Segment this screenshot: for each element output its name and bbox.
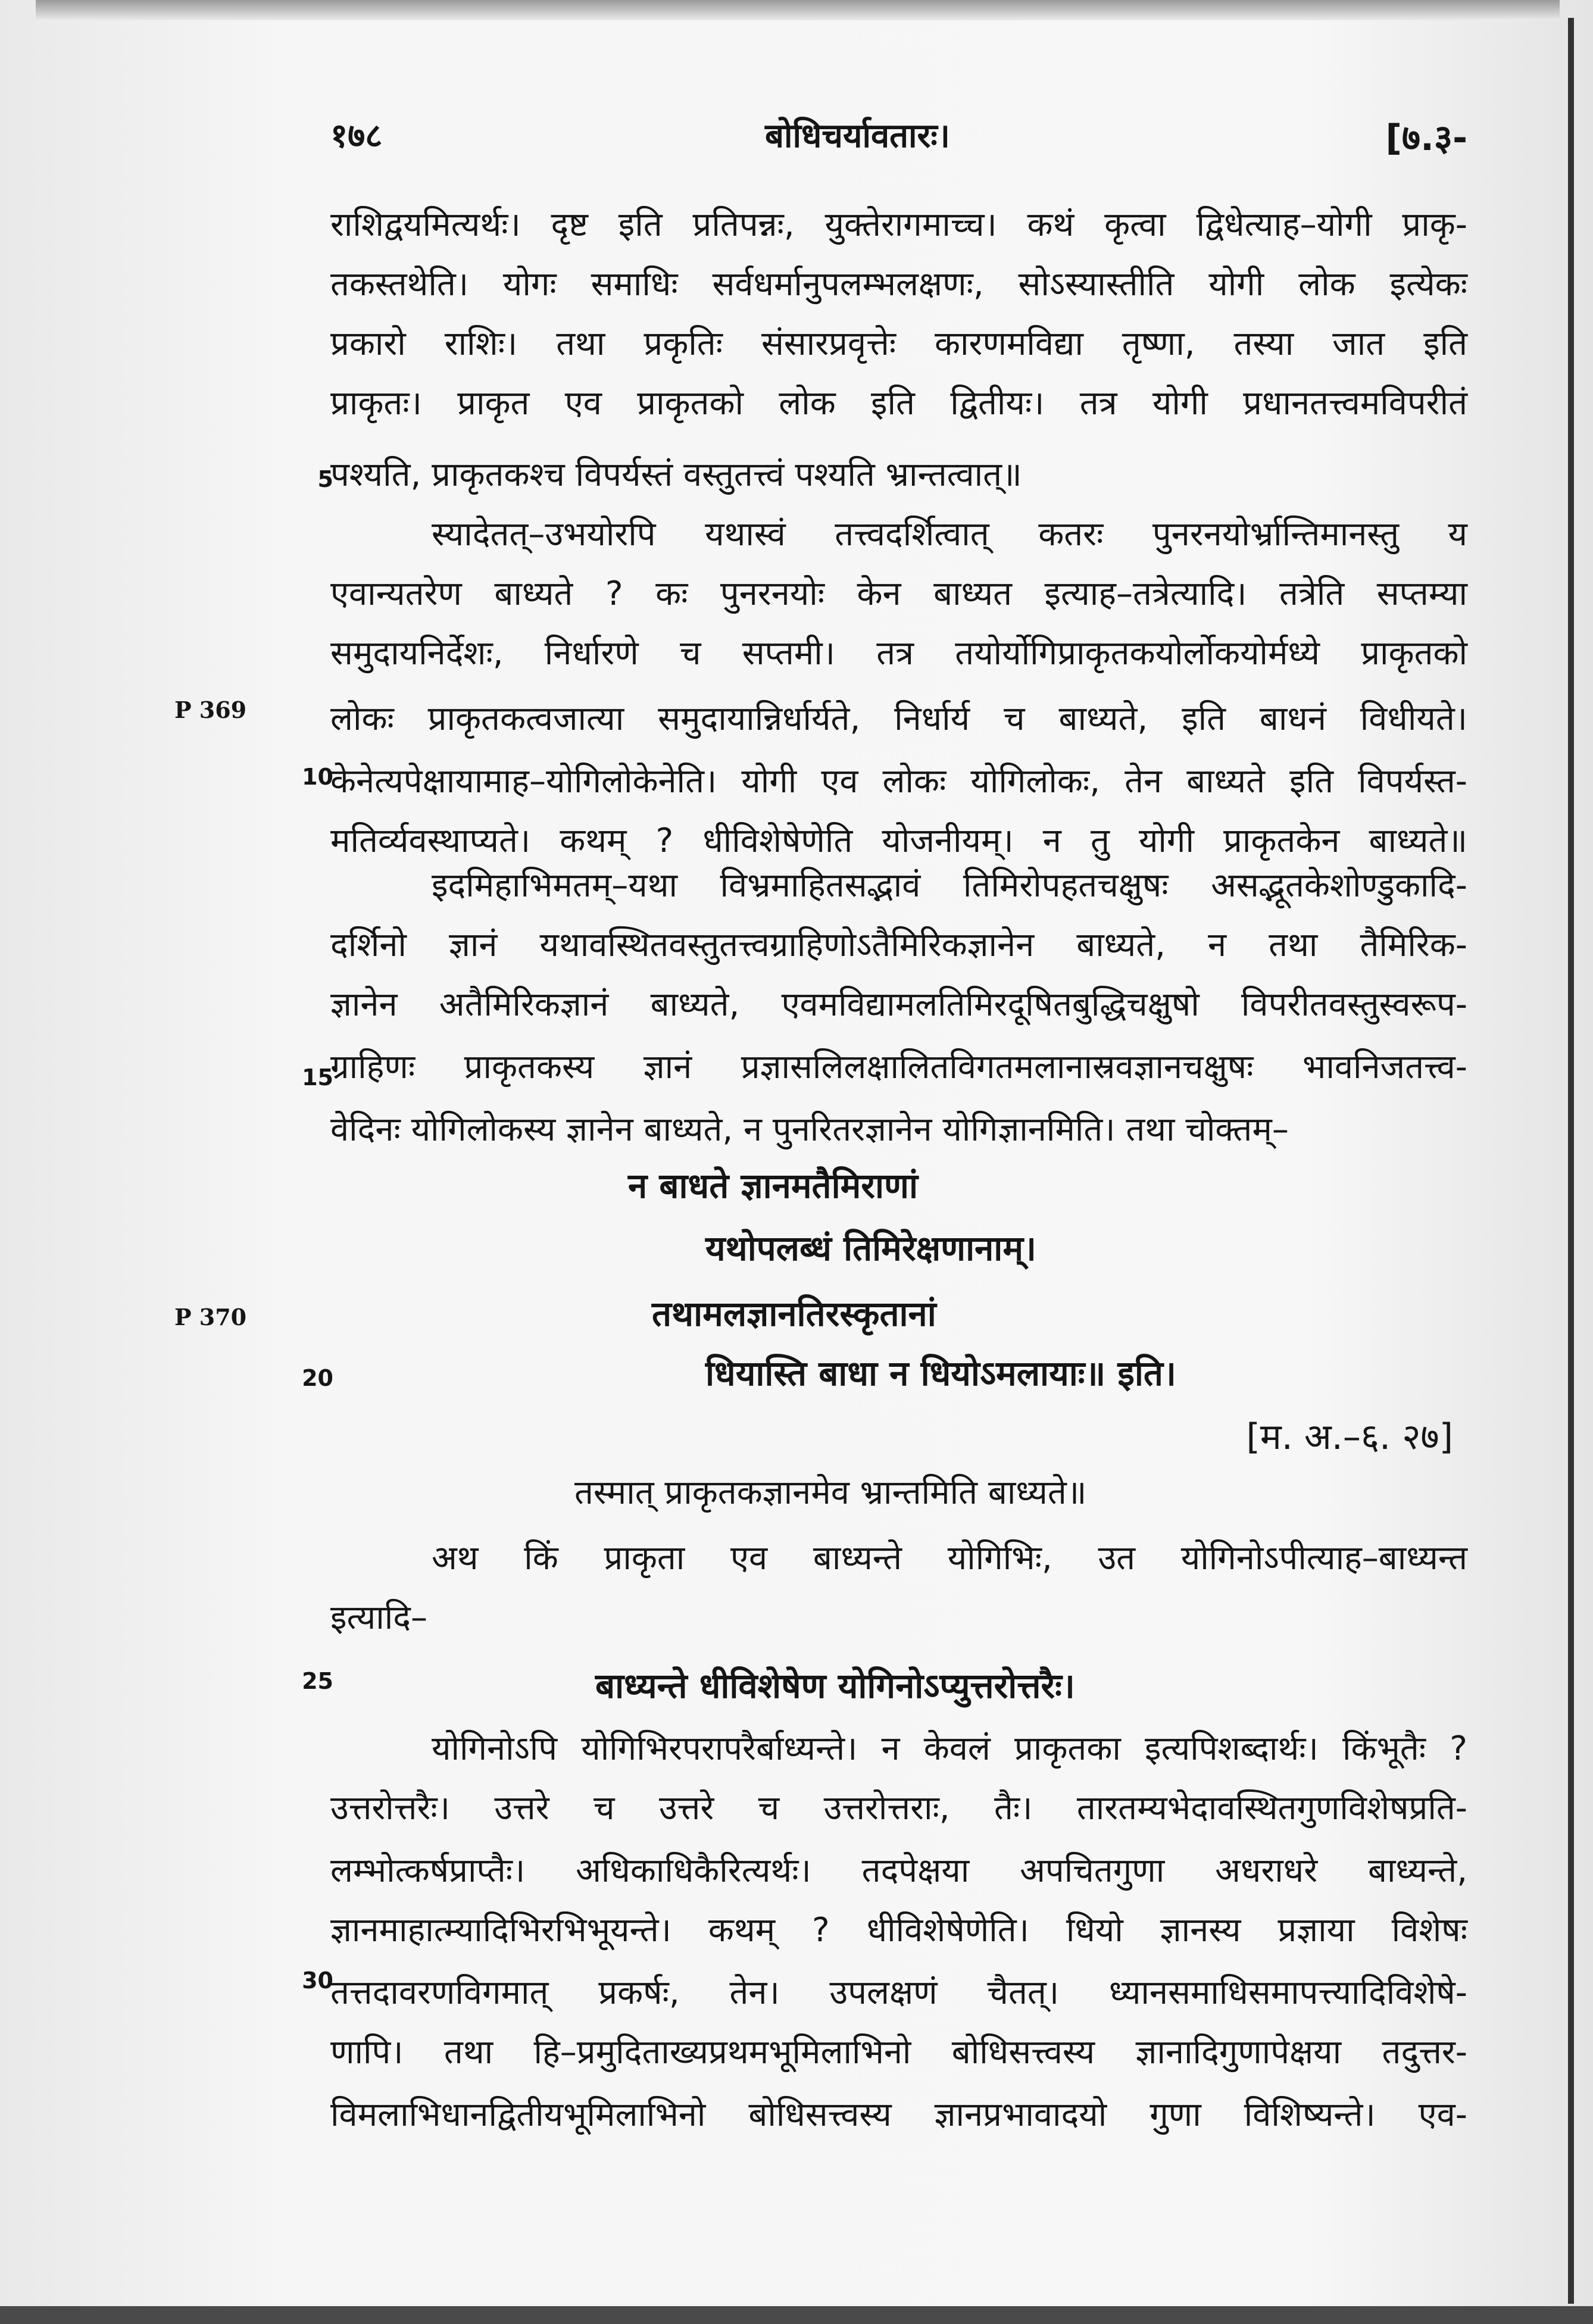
scan-right-edge bbox=[1568, 18, 1574, 2304]
text-line: णापि। तथा हि–प्रमुदिताख्यप्रथमभूमिलाभिनो बोधिसत्त्वस्य ज्ञानादिगुणापेक्षया तदुत्तर- bbox=[330, 2033, 1467, 2072]
text-line: तस्मात् प्राकृतकज्ञानमेव भ्रान्तमिति बाध्यते॥ bbox=[574, 1473, 1087, 1512]
text-line: इदमिहाभिमतम्–यथा विभ्रमाहितसद्भावं तिमिरोपहतचक्षुषः असद्भूतकेशोण्डुकादि- bbox=[432, 866, 1467, 905]
verse-citation: [म. अ.–६. २७] bbox=[1246, 1416, 1453, 1458]
page-ref-p369: P 369 bbox=[174, 696, 247, 723]
section-marker: [७.३- bbox=[1385, 117, 1467, 159]
text-line: विमलाभिधानद्वितीयभूमिलाभिनो बोधिसत्त्वस्य ज्ञानप्रभावादयो गुणा विशिष्यन्ते। एव- bbox=[330, 2095, 1467, 2134]
line-number: 15 bbox=[302, 1064, 333, 1091]
verse-line: तथामलज्ञानतिरस्कृतानां bbox=[652, 1294, 936, 1334]
text-line: लोकः प्राकृतकत्वजात्या समुदायान्निर्धार्यते, निर्धार्य च बाध्यते, इति बाधनं विधीयते। bbox=[330, 699, 1467, 738]
line-number: 5 bbox=[317, 466, 333, 492]
text-line: समुदायनिर्देशः, निर्धारणे च सप्तमी। तत्र तयोर्योगिप्राकृतकयोर्लोकयोर्मध्ये प्राकृतको bbox=[330, 634, 1467, 673]
text-line: प्राकृतः। प्राकृत एव प्राकृतको लोक इति द्वितीयः। तत्र योगी प्रधानतत्त्वमविपरीतं bbox=[330, 384, 1467, 423]
verse-line: न बाधते ज्ञानमतैमिराणां bbox=[628, 1166, 918, 1206]
body-paragraphs bbox=[330, 857, 1467, 1167]
text-line: राशिद्वयमित्यर्थः। दृष्ट इति प्रतिपन्नः, युक्तेरागमाच्च। कथं कृत्वा द्विधेत्याह–योगी प्राकृ- bbox=[330, 205, 1467, 244]
page-number: १७८ bbox=[330, 117, 383, 155]
text-line: लम्भोत्कर्षप्राप्तैः। अधिकाधिकैरित्यर्थः। तदपेक्षया अपचितगुणा अधराधरे बाध्यन्ते, bbox=[330, 1851, 1467, 1890]
line-number: 25 bbox=[302, 1668, 333, 1694]
line-number: 10 bbox=[302, 764, 333, 790]
commentary bbox=[330, 1720, 1467, 2149]
text-line: पश्यति, प्राकृतकश्च विपर्यस्तं वस्तुतत्त्वं पश्यति भ्रान्तत्वात्॥ bbox=[330, 455, 1022, 494]
text-line: योगिनोऽपि योगिभिरपरापरैर्बाध्यन्ते। न केवलं प्राकृतका इत्यपिशब्दार्थः। किंभूतैः ? bbox=[432, 1729, 1467, 1768]
root-verse: बाध्यन्ते धीविशेषेण योगिनोऽप्युत्तरोत्तरैः। bbox=[595, 1666, 1075, 1706]
line-number: 20 bbox=[302, 1365, 333, 1391]
body-paragraphs bbox=[330, 196, 1467, 860]
text-line: एवान्यतरेण बाध्यते ? कः पुनरनयोः केन बाध्यत इत्याह–तत्रेत्यादि। तत्रेति सप्तम्या bbox=[330, 574, 1467, 613]
text-line: मतिर्व्यवस्थाप्यते। कथम् ? धीविशेषेणेति योजनीयम्। न तु योगी प्राकृतकेन बाध्यते॥ bbox=[330, 821, 1467, 860]
text-line: दर्शिनो ज्ञानं यथावस्थितवस्तुतत्त्वग्राहिणोऽतैमिरिकज्ञानेन बाध्यते, न तथा तैमिरिक- bbox=[330, 926, 1467, 964]
text-line: स्यादेतत्–उभयोरपि यथास्वं तत्त्वदर्शित्वात् कतरः पुनरनयोर्भ्रान्तिमानस्तु य bbox=[432, 515, 1467, 554]
text-line: ज्ञानमाहात्म्यादिभिरभिभूयन्ते। कथम् ? धीविशेषेणेति। धियो ज्ञानस्य प्रज्ञाया विशेषः bbox=[330, 1911, 1467, 1950]
text-line: ग्राहिणः प्राकृतकस्य ज्ञानं प्रज्ञासलिलक्षालितविगतमलानास्रवज्ञानचक्षुषः भावनिजतत्त्व- bbox=[330, 1048, 1467, 1086]
line-number: 30 bbox=[302, 1967, 333, 1994]
text-line: इत्यादि– bbox=[330, 1598, 427, 1637]
running-title: बोधिचर्यावतारः। bbox=[765, 117, 950, 155]
text-line: प्रकारो राशिः। तथा प्रकृतिः संसारप्रवृत्तेः कारणमविद्या तृष्णा, तस्या जात इति bbox=[330, 324, 1467, 363]
text-line: तकस्तथेति। योगः समाधिः सर्वधर्मानुपलम्भलक्षणः, सोऽस्यास्तीति योगी लोक इत्येकः bbox=[330, 265, 1467, 304]
text-line: वेदिनः योगिलोकस्य ज्ञानेन बाध्यते, न पुनरितरज्ञानेन योगिज्ञानमिति। तथा चोक्तम्– bbox=[330, 1110, 1289, 1149]
scan-bottom-edge bbox=[0, 2306, 1593, 2324]
scan-top-edge bbox=[36, 0, 1560, 20]
page-ref-p370: P 370 bbox=[174, 1304, 247, 1330]
verse-line: यथोपलब्धं तिमिरेक्षणानाम्। bbox=[705, 1228, 1036, 1269]
text-line: ज्ञानेन अतैमिरिकज्ञानं बाध्यते, एवमविद्यामलतिमिरदूषितबुद्धिचक्षुषो विपरीतवस्तुस्वरूप- bbox=[330, 985, 1467, 1024]
text-line: केनेत्यपेक्षायामाह–योगिलोकेनेति। योगी एव लोकः योगिलोकः, तेन बाध्यते इति विपर्यस्त- bbox=[330, 762, 1467, 801]
verse-line: धियास्ति बाधा न धियोऽमलायाः॥ इति। bbox=[705, 1353, 1176, 1394]
text-line: अथ किं प्राकृता एव बाध्यन्ते योगिभिः, उत योगिनोऽपीत्याह–बाध्यन्त bbox=[432, 1539, 1467, 1578]
text-line: उत्तरोत्तरैः। उत्तरे च उत्तरे च उत्तरोत्तराः, तैः। तारतम्यभेदावस्थितगुणविशेषप्रति- bbox=[330, 1789, 1467, 1828]
text-line: तत्तदावरणविगमात् प्रकर्षः, तेन। उपलक्षणं चैतत्। ध्यानसमाधिसमापत्त्यादिविशेषे- bbox=[330, 1973, 1467, 2012]
body-paragraphs bbox=[330, 1464, 1467, 1643]
running-header bbox=[330, 112, 1467, 165]
